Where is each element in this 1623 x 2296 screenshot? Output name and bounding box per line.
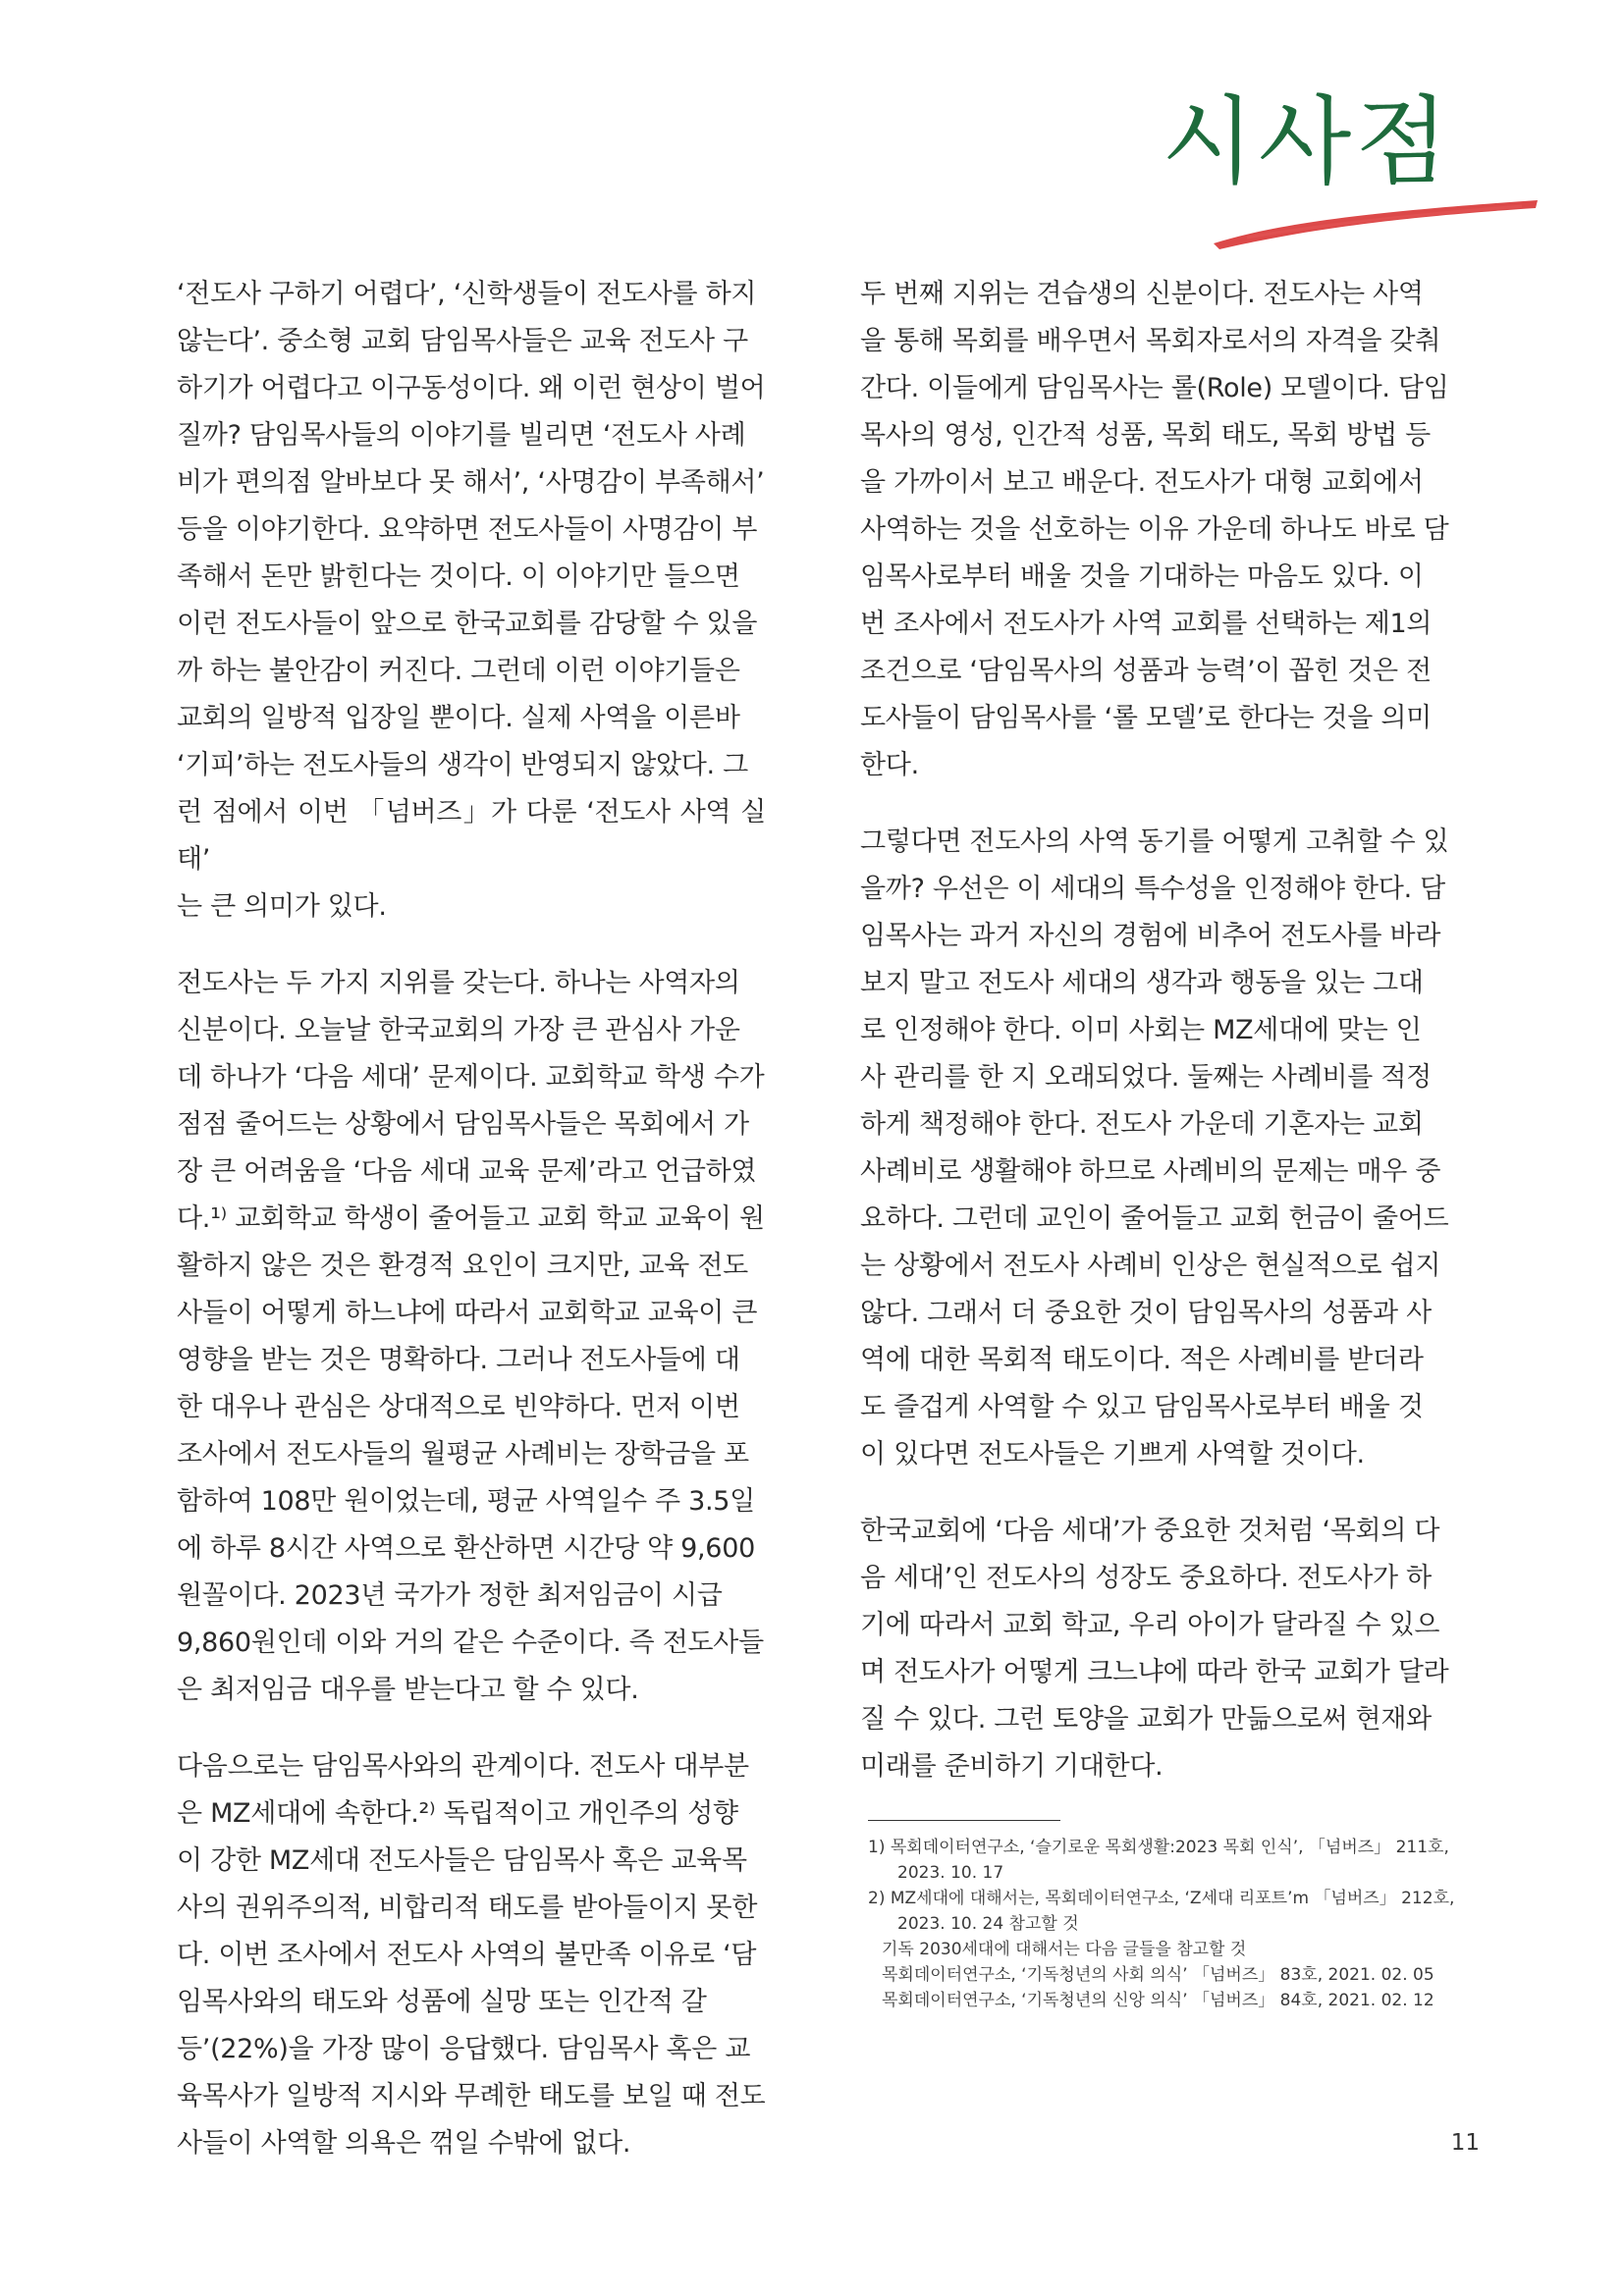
body-paragraph: 한국교회에 ‘다음 세대’가 중요한 것처럼 ‘목회의 다 음 세대’인 전도사의 성장도 중요하다. 전도사가 하 기에 따라서 교회 학교, 우리 아이가 달라질 수 있으 며 전도사가 어떻게 크느냐에 따라 한국 교회가 달라 질 수 있다. 그런 토양을 교회가 만듦으로써 현재와 미래를 준비하기 기대한다. [860, 1516, 1449, 1782]
right-column [860, 271, 1455, 2013]
body-paragraph: 그렇다면 전도사의 사역 동기를 어떻게 고취할 수 있 을까? 우선은 이 세대의 특수성을 인정해야 한다. 담 임목사는 과거 자신의 경험에 비추어 전도사를 바라 보지 말고 전도사 세대의 생각과 행동을 있는 그대 로 인정해야 한다. 이미 사회는 MZ세대에 맞는 인 사 관리를 한 지 오래되었다. 둘째는 사례비를 적정 하게 책정해야 한다. 전도사 가운데 기혼자는 교회 사례비로 생활해야 하므로 사례비의 문제는 매우 중 요하다. 그런데 교인이 줄어들고 교회 헌금이 줄어드 는 상황에서 전도사 사례비 인상은 현실적으로 쉽지 않다. 그래서 더 중요한 것이 담임목사의 성품과 사 역에 대한 목회적 태도이다. 적은 사례비를 받더라 도 즐겁게 사역할 수 있고 담임목사로부터 배울 것 이 있다면 전도사들은 기쁘게 사역할 것이다. [860, 827, 1449, 1469]
left-column [177, 271, 766, 2197]
footnotes [860, 1835, 1455, 2013]
footnote-text: 1) 목회데이터연구소, ‘슬기로운 목회생활:2023 목회 인식’, 「넘버즈」 211호, [868, 1838, 1449, 1857]
footnote-text: 2023. 10. 24 참고할 것 [897, 1914, 1079, 1934]
body-paragraph: 다음으로는 담임목사와의 관계이다. 전도사 대부분 은 MZ세대에 속한다.²⁾ 독립적이고 개인주의 성향 이 강한 MZ세대 전도사들은 담임목사 혹은 교육목 사의 권위주의적, 비합리적 태도를 받아들이지 못한 다. 이번 조사에서 전도사 사역의 불만족 이유로 ‘담 임목사와의 태도와 성품에 실망 또는 인간적 갈 등’(22%)을 가장 많이 응답했다. 담임목사 혹은 교 육목사가 일방적 지시와 무례한 태도를 보일 때 전도 사들이 사역할 의욕은 꺾일 수밖에 없다. [177, 1751, 766, 2159]
footnote-text: 기독 2030세대에 대해서는 다음 글들을 참고할 것 [882, 1940, 1247, 1959]
brush-stroke-decoration [1208, 194, 1542, 253]
footnote-text: 2023. 10. 17 [897, 1863, 1004, 1883]
footnote-text: 목회데이터연구소, ‘기독청년의 사회 의식’ 「넘버즈」 83호, 2021. 02. 05 [882, 1965, 1434, 1985]
footnote [868, 1835, 1449, 1886]
body-paragraph: 전도사는 두 가지 지위를 갖는다. 하나는 사역자의 신분이다. 오늘날 한국교회의 가장 큰 관심사 가운 데 하나가 ‘다음 세대’ 문제이다. 교회학교 학생 수가 점점 줄어드는 상황에서 담임목사들은 목회에서 가 장 큰 어려움을 ‘다음 세대 교육 문제’라고 언급하였 다.¹⁾ 교회학교 학생이 줄어들고 교회 학교 교육이 원 활하지 않은 것은 환경적 요인이 크지만, 교육 전도 사들이 어떻게 하느냐에 따라서 교회학교 교육이 큰 영향을 받는 것은 명확하다. 그러나 전도사들에 대 한 대우나 관심은 상대적으로 빈약하다. 먼저 이번 조사에서 전도사들의 월평균 사례비는 장학금을 포 함하여 108만 원이었는데, 평균 사역일수 주 3.5일 에 하루 8시간 사역으로 환산하면 시간당 약 9,600 원꼴이다. 2023년 국가가 정한 최저임금이 시급 9,860원인데 이와 거의 같은 수준이다. 즉 전도사들 은 최저임금 대우를 받는다고 할 수 있다. [177, 968, 765, 1705]
section-title: 시사점 [1161, 86, 1452, 198]
body-paragraph: ‘전도사 구하기 어렵다’, ‘신학생들이 전도사를 하지 않는다’. 중소형 교회 담임목사들은 교육 전도사 구 하기가 어렵다고 이구동성이다. 왜 이런 현상이 벌어 질까? 담임목사들의 이야기를 빌리면 ‘전도사 사례 비가 편의점 알바보다 못 해서’, ‘사명감이 부족해서’ 등을 이야기한다. 요약하면 전도사들이 사명감이 부 족해서 돈만 밝힌다는 것이다. 이 이야기만 들으면 이런 전도사들이 앞으로 한국교회를 감당할 수 있을 까 하는 불안감이 커진다. 그런데 이런 이야기들은 교회의 일방적 입장일 뿐이다. 실제 사역을 이른바 ‘기피’하는 전도사들의 생각이 반영되지 않았다. 그 런 점에서 이번 「넘버즈」가 다룬 ‘전도사 사역 실태’ 는 큰 의미가 있다. [177, 279, 766, 922]
footnote-divider [868, 1820, 1060, 1821]
body-paragraph: 두 번째 지위는 견습생의 신분이다. 전도사는 사역 을 통해 목회를 배우면서 목회자로서의 자격을 갖춰 간다. 이들에게 담임목사는 롤(Role) 모델이다. 담임 목사의 영성, 인간적 성품, 목회 태도, 목회 방법 등 을 가까이서 보고 배운다. 전도사가 대형 교회에서 사역하는 것을 선호하는 이유 가운데 하나도 바로 담 임목사로부터 배울 것을 기대하는 마음도 있다. 이 번 조사에서 전도사가 사역 교회를 선택하는 제1의 조건으로 ‘담임목사의 성품과 능력’이 꼽힌 것은 전 도사들이 담임목사를 ‘롤 모델’로 한다는 것을 의미 한다. [860, 279, 1449, 780]
footnote-text: 목회데이터연구소, ‘기독청년의 신앙 의식’ 「넘버즈」 84호, 2021. 02. 12 [882, 1991, 1434, 2010]
footnote-text: 2) MZ세대에 대해서는, 목회데이터연구소, ‘Z세대 리포트’m 「넘버즈」 212호, [868, 1889, 1455, 1908]
footnote [868, 1886, 1455, 2013]
page-number: 11 [1450, 2130, 1480, 2156]
